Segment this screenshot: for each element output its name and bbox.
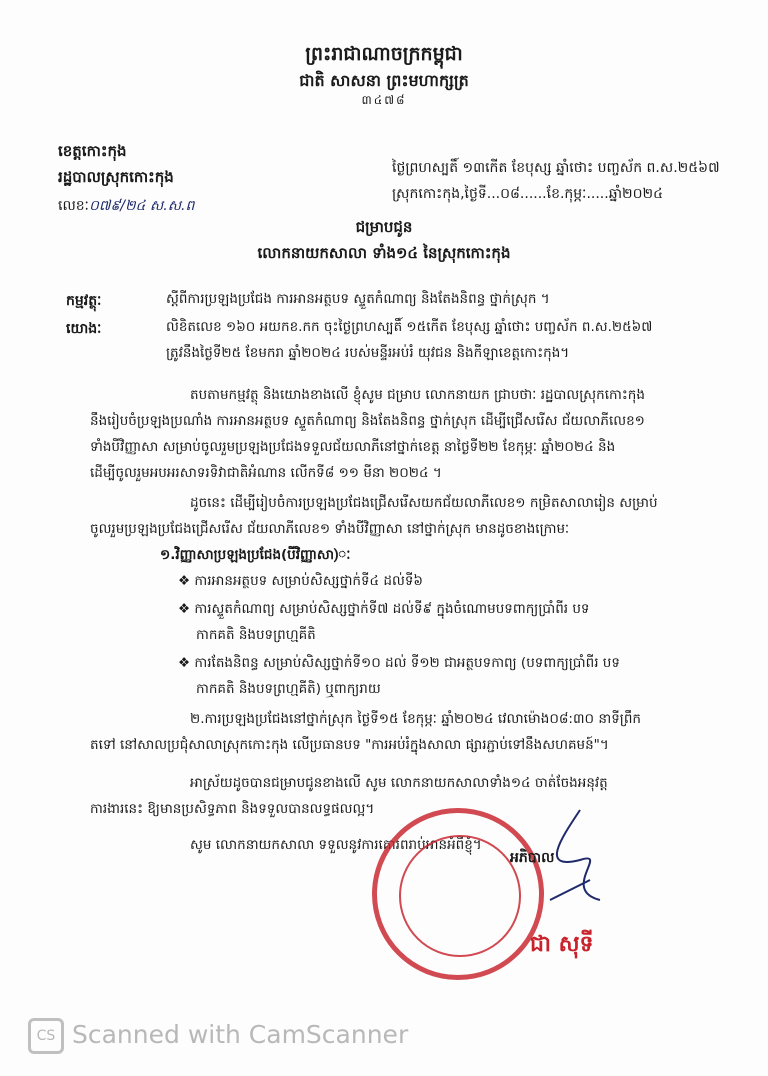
subject-text: ស្តីពីការប្រឡងប្រជែង ការអានអត្ថបទ ស្ទួតកំណាព្យ និងតែងនិពន្ធ ថ្នាក់ស្រុក ។ [166,291,550,307]
bullet-2-text: ការស្ទួតកំណាព្យ សម្រាប់សិស្សថ្នាក់ទី៧ ដល់ទី៩ ក្នុងចំណោមបទពាក្យប្រាំពីរ បទ [194,601,590,617]
bullet-2 [178,596,589,623]
camscanner-watermark [28,1018,408,1054]
bullet-3-text: ការតែងនិពន្ធ សម្រាប់សិស្សថ្នាក់ទី១០ ដល់ ទី១២ ជាអត្ថបទកាព្យ (បទពាក្យប្រាំពីរ បទ [194,655,620,671]
solar-date: ស្រុកកោះកុង,ថ្ងៃទី...០៨......ខែ.កុម្ភៈ.....ឆ្នាំ២០២៤ [392,186,664,202]
addressee-heading: ជម្រាបជូន [355,218,413,236]
subject-label: កម្មវត្ថុៈ [66,293,102,309]
reference-number [58,196,194,217]
reference-line-1: លិខិតលេខ ១៦០ អយកខ.កក ចុះថ្ងៃព្រហស្បតិ៍ ១៥កើត ខែបុស្ស ឆ្នាំថោះ បញ្ចស័ក ព.ស.២៥៦៧ [166,319,653,335]
paragraph-3-line-2: ការងារនេះ ឱ្យមានប្រសិទ្ធភាព និងទទួលបានលទ្ធផលល្អ។ [90,801,375,817]
bullet-icon: ❖ [178,655,195,671]
section-1-heading: ១.វិញ្ញាសាប្រឡងប្រជែង(បីវិញ្ញាសា)ៈ [160,547,351,563]
camscanner-text: Scanned with CamScanner [72,1020,409,1049]
official-seal [372,808,544,980]
bullet-1-text: ការអានអត្ថបទ សម្រាប់សិស្សថ្នាក់ទី៤ ដល់ទី៦ [194,573,423,589]
paragraph-1-line-2: នឹងរៀបចំប្រឡងប្រណាំង ការអានអត្ថបទ ស្ទួតកំណាព្យ និងតែងនិពន្ធ ថ្នាក់ស្រុក ដើម្បីជ្រើសរើស ជ័យលាភីលេខ១ [90,413,645,429]
camscanner-logo-icon: CS [28,1018,64,1054]
bullet-2-continued: កាកគតិ និងបទព្រហ្មគីតិ [196,627,316,643]
kingdom-heading: ព្រះរាជាណាចក្រកម្ពុជា [305,43,463,65]
paragraph-1-line-3: ទាំងបីវិញ្ញាសា សម្រាប់ចូលរួមប្រឡងប្រជែងទទួលជ័យលាភីនៅថ្នាក់ខេត្ត នាថ្ងៃទី២២ ខែកុម្ភៈ ឆ្នាំ២០២៤ និង [90,439,616,455]
issuer-district: រដ្ឋបាលស្រុកកោះកុង [58,168,174,186]
paragraph-1-line-4: ដើម្បីចូលរួមអបអរសាទរទិវាជាតិអំណាន លើកទី៨ ១១ មីនា ២០២៤ ។ [90,465,442,481]
addressee-name: លោកនាយកសាលា ទាំង១៤ នៃស្រុកកោះកុង [257,244,511,262]
bullet-3 [178,650,620,677]
subject-row [66,290,101,312]
signatory-title: អភិបាល [510,850,555,866]
reference-row [66,318,101,340]
section-2-line-2: តទៅ នៅសាលប្រជុំសាលាស្រុកកោះកុង លើប្រធានបទ "ការអប់រំក្នុងសាលា ផ្សារភ្ជាប់ទៅនឹងសហគមន៍"។ [90,737,609,753]
issuer-province: ខេត្តកោះកុង [58,142,127,160]
bullet-1 [178,568,423,595]
bullet-icon: ❖ [178,601,195,617]
paragraph-3-line-1: អាស្រ័យដូចបានជម្រាបជូនខាងលើ សូម លោកនាយកសាលាទាំង១៤ ចាត់ចែងអនុវត្ត [190,775,608,791]
ornament-divider: ៣៤៧៨ [361,93,407,107]
reference-label: យោងៈ [66,321,102,337]
paragraph-2-line-1: ដូចនេះ ដើម្បីរៀបចំការប្រឡងប្រជែងជ្រើសរើសយកជ័យលាភីលេខ១ កម្រិតសាលារៀន សម្រាប់ [190,495,658,511]
reference-line-2: ត្រូវនឹងថ្ងៃទី២៥ ខែមករា ឆ្នាំ២០២៤ របស់មន្ទីរអប់រំ យុវជន និងកីឡាខេត្តកោះកុង។ [166,345,570,361]
reference-number-value: ០៧៩/២៤ ស.ស.ព [88,198,195,214]
closing-line: សូម លោកនាយកសាលា ទទួលនូវការគោរពរាប់អានអំពីខ្ញុំ។ [190,837,482,853]
bullet-3-continued: កាកគតិ និងបទព្រហ្មគីតិ) ឬពាក្យរាយ [196,681,381,697]
paragraph-2-line-2: ចូលរួមប្រឡងប្រជែងជ្រើសរើស ជ័យលាភីលេខ១ ទាំងបីវិញ្ញាសា នៅថ្នាក់ស្រុក មានដូចខាងក្រោមៈ [90,521,570,537]
bullet-icon: ❖ [178,573,195,589]
reference-number-label: លេខៈ [58,198,89,214]
paragraph-1-line-1: តបតាមកម្មវត្ថុ និងយោងខាងលើ ខ្ញុំសូម ជម្រាប លោកនាយក ជ្រាបថាៈ រដ្ឋបាលស្រុកកោះកុង [190,387,645,403]
signatory-name: ជា សុទី [530,932,594,957]
seal-inner-ring [399,835,521,957]
national-motto: ជាតិ សាសនា ព្រះមហាក្សត្រ [299,71,469,90]
lunar-date: ថ្ងៃព្រហស្បតិ៍ ១៣កើត ខែបុស្ស ឆ្នាំថោះ បញ្ចស័ក ព.ស.២៥៦៧ [392,160,720,176]
section-2-line-1: ២.ការប្រឡងប្រជែងនៅថ្នាក់ស្រុក ថ្ងៃទី១៥ ខែកុម្ភៈ ឆ្នាំ២០២៤ វេលាម៉ោង០៨:៣០ នាទីព្រឹក [190,711,641,727]
